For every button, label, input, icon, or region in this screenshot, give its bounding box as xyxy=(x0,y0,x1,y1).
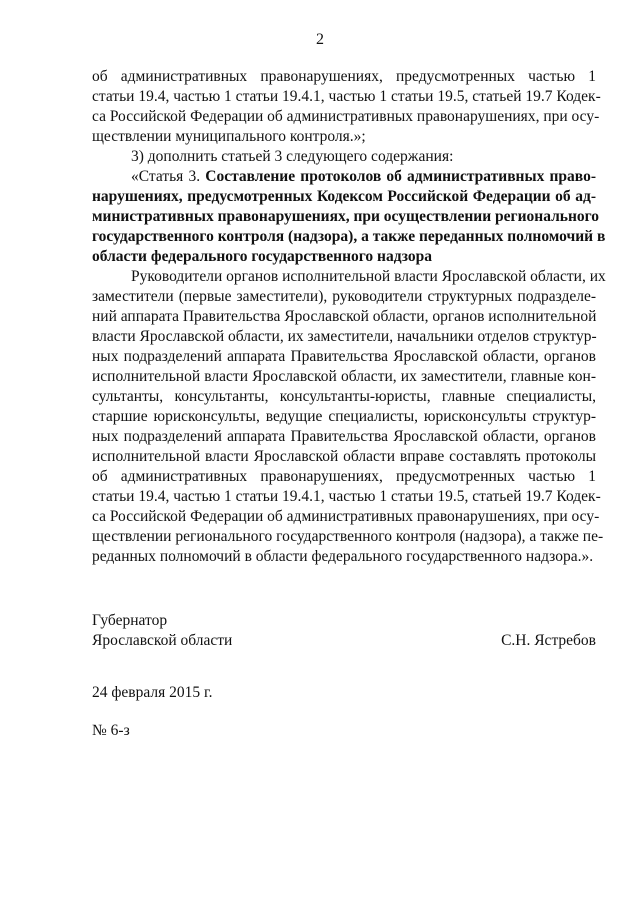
article-heading-text: государственного контроля (надзора), а также переданных полномочий в xyxy=(92,228,606,245)
list-item-3: 3) дополнить статьей 3 следующего содержания: xyxy=(131,148,454,165)
text-line: статьи 19.4, частью 1 статьи 19.4.1, частью 1 статьи 19.5, статьей 19.7 Кодек- xyxy=(92,488,601,505)
text-line: исполнительной власти Ярославской области вправе составлять протоколы xyxy=(92,448,596,465)
article-heading-line xyxy=(131,168,596,186)
article-heading-line xyxy=(92,208,600,226)
text-line: власти Ярославской области, их заместители, начальники отделов структур- xyxy=(92,328,597,345)
article-prefix: «Статья 3. xyxy=(131,168,206,185)
text-line: са Российской Федерации об административных правонарушениях, при осу- xyxy=(92,508,600,525)
article-heading-text: нарушениях, предусмотренных Кодексом Российской Федерации об ад- xyxy=(92,188,596,205)
document-date: 24 февраля 2015 г. xyxy=(92,684,213,701)
text-line: ществлении муниципального контроля.»; xyxy=(92,128,366,145)
text-line: Руководители органов исполнительной власти Ярославской области, их xyxy=(131,268,606,285)
signatory-title: Губернатор xyxy=(92,612,168,629)
text-line: ных подразделений аппарата Правительства Ярославской области, органов xyxy=(92,348,596,365)
text-line: об административных правонарушениях, предусмотренных частью 1 xyxy=(92,468,596,485)
text-line: об административных правонарушениях, предусмотренных частью 1 xyxy=(92,68,596,85)
text-line: ний аппарата Правительства Ярославской области, органов исполнительной xyxy=(92,308,597,325)
text-line: сультанты, консультанты, консультанты-юристы, главные специалисты, xyxy=(92,388,596,405)
article-heading-line xyxy=(92,228,606,246)
signatory-region: Ярославской области xyxy=(92,632,233,649)
text-line: заместители (первые заместители), руководители структурных подразделе- xyxy=(92,288,596,305)
text-line: статьи 19.4, частью 1 статьи 19.4.1, частью 1 статьи 19.5, статьей 19.7 Кодек- xyxy=(92,88,601,105)
article-heading-line xyxy=(92,248,596,266)
article-heading-line xyxy=(92,188,596,206)
text-line: старшие юрисконсульты, ведущие специалисты, юрисконсульты структур- xyxy=(92,408,596,425)
signatory-name: С.Н. Ястребов xyxy=(501,632,596,649)
article-heading-text: министративных правонарушениях, при осуществлении регионального xyxy=(92,208,600,225)
text-line: ных подразделений аппарата Правительства Ярославской области, органов xyxy=(92,428,596,445)
text-line: исполнительной власти Ярославской области, их заместители, главные кон- xyxy=(92,368,596,385)
text-line: са Российской Федерации об административных правонарушениях, при осу- xyxy=(92,108,600,125)
article-heading-text: области федерального государственного надзора xyxy=(92,248,433,265)
article-heading-text: Составление протоколов об административных право- xyxy=(205,168,596,185)
document-number: № 6-з xyxy=(92,722,130,739)
text-line: реданных полномочий в области федерального государственного надзора.». xyxy=(92,548,594,565)
page-number: 2 xyxy=(316,31,324,48)
text-line: ществлении регионального государственного контроля (надзора), а также пе- xyxy=(92,528,604,545)
